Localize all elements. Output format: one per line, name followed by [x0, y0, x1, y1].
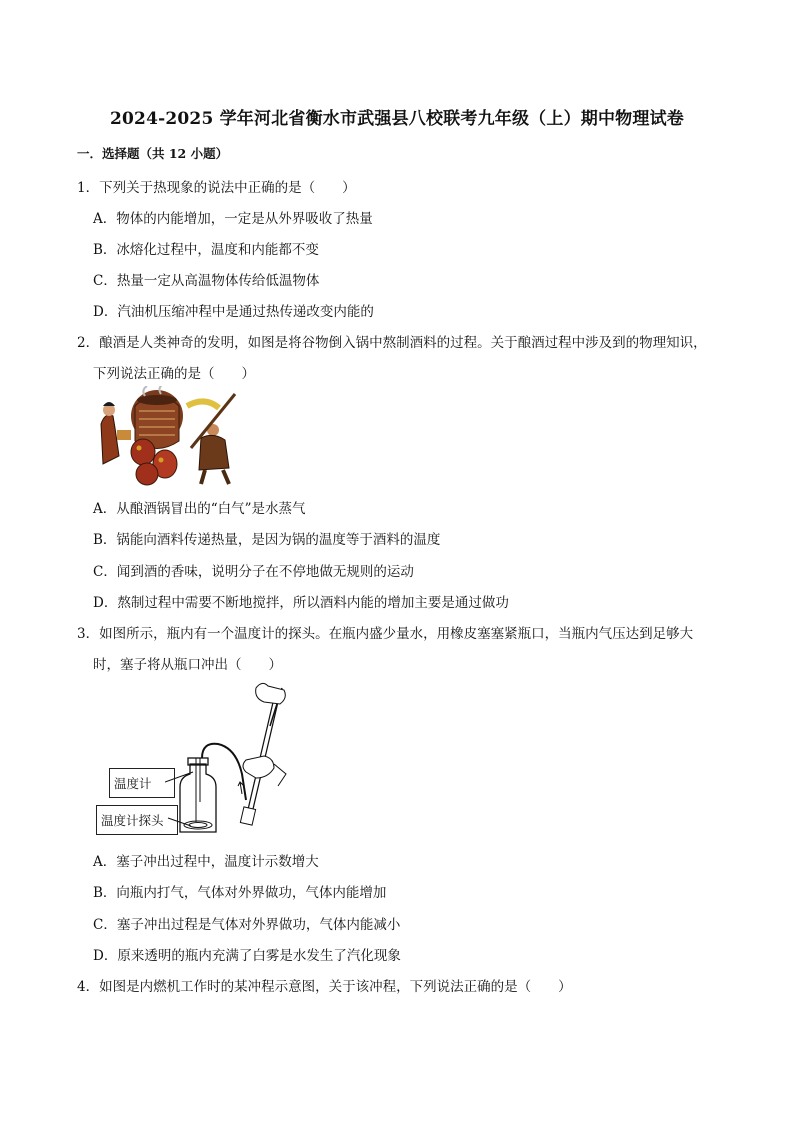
question-2-option-a: A．从酿酒锅冒出的“白气”是水蒸气 [93, 501, 306, 517]
question-3-option-d: D．原来透明的瓶内充满了白雾是水发生了汽化现象 [93, 948, 401, 964]
question-2-stem-continued: 下列说法正确的是（ ） [93, 366, 255, 382]
question-1-option-d: D．汽油机压缩冲程中是通过热传递改变内能的 [93, 304, 374, 320]
question-1-option-a: A．物体的内能增加，一定是从外界吸收了热量 [93, 211, 373, 227]
exam-title: 2024-2025 学年河北省衡水市武强县八校联考九年级（上）期中物理试卷 [109, 109, 684, 129]
question-1-option-c: C．热量一定从高温物体传给低温物体 [93, 273, 320, 289]
question-3-option-c: C．塞子冲出过程是气体对外界做功，气体内能减小 [93, 917, 401, 933]
thermometer-label: 温度计 [109, 768, 175, 798]
brewing-illustration [95, 386, 240, 486]
question-2-option-d: D．熬制过程中需要不断地搅拌，所以酒料内能的增加主要是通过做功 [93, 595, 509, 611]
question-3-option-b: B．向瓶内打气，气体对外界做功，气体内能增加 [93, 885, 387, 901]
question-2-option-c: C．闻到酒的香味，说明分子在不停地做无规则的运动 [93, 564, 414, 580]
question-4-stem: 4．如图是内燃机工作时的某冲程示意图，关于该冲程，下列说法正确的是（ ） [77, 979, 572, 995]
section-heading: 一．选择题（共 12 小题） [77, 146, 229, 161]
thermometer-probe-label: 温度计探头 [96, 805, 178, 835]
label-leader-lines [165, 770, 195, 830]
question-3-stem: 3．如图所示，瓶内有一个温度计的探头。在瓶内盛少量水，用橡皮塞塞紧瓶口，当瓶内气压达到足够大 [77, 626, 694, 642]
question-3-stem-continued: 时，塞子将从瓶口冲出（ ） [93, 657, 282, 673]
question-1-option-b: B．冰熔化过程中，温度和内能都不变 [93, 242, 319, 258]
question-2-stem: 2．酿酒是人类神奇的发明，如图是将谷物倒入锅中熬制酒料的过程。关于酿酒过程中涉及到的物理知识， [77, 335, 707, 351]
question-2-option-b: B．锅能向酒料传递热量，是因为锅的温度等于酒料的温度 [93, 532, 441, 548]
question-3-option-a: A．塞子冲出过程中，温度计示数增大 [93, 854, 319, 870]
question-1-stem: 1．下列关于热现象的说法中正确的是（ ） [77, 180, 356, 196]
